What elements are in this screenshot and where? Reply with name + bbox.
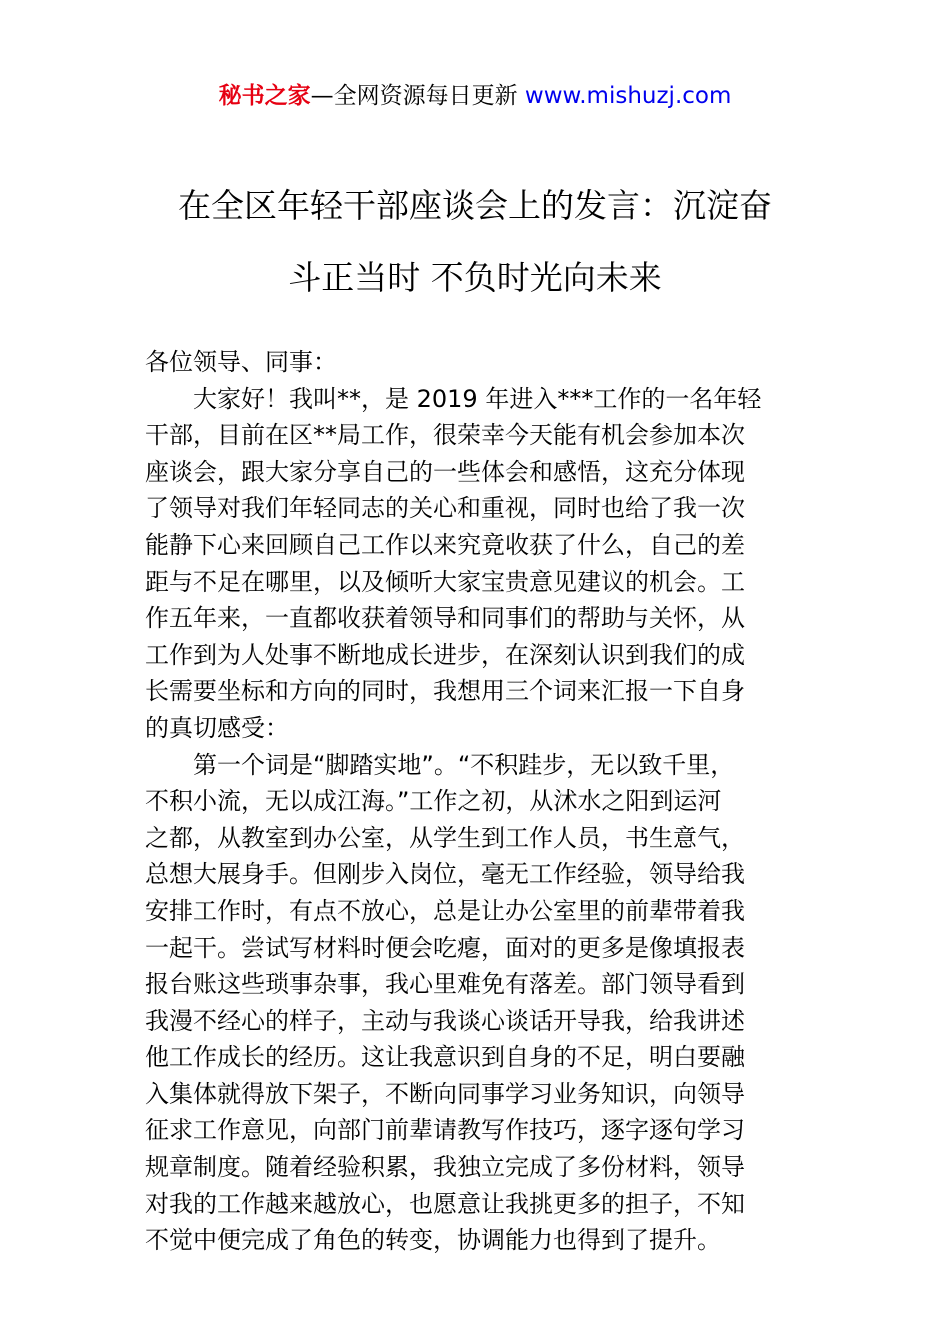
paragraph-line: 他工作成长的经历。这让我意识到自身的不足，明白要融	[145, 1043, 745, 1072]
paragraph-line: 之都，从教室到办公室，从学生到工作人员，书生意气，	[145, 823, 745, 852]
paragraph-line: 总想大展身手。但刚步入岗位，毫无工作经验，领导给我	[145, 860, 745, 889]
paragraph-line: 第一个词是“脚踏实地”。“不积跬步，无以致千里，	[193, 750, 735, 779]
paragraph-line: 一起干。尝试写材料时便会吃瘪，面对的更多是像填报表	[145, 933, 745, 962]
salutation-text: 各位领导、同事：	[145, 348, 337, 376]
paragraph-line: 大家好！我叫**，是 2019 年进入***工作的一名年轻	[193, 384, 762, 413]
paragraph-line: 不觉中便完成了角色的转变，协调能力也得到了提升。	[145, 1226, 721, 1255]
title-line: 斗正当时 不负时光向未来	[288, 258, 662, 297]
document-body	[145, 344, 807, 1259]
paragraph-line: 工作到为人处事不断地成长进步，在深刻认识到我们的成	[145, 640, 745, 669]
paragraph-line: 长需要坐标和方向的同时，我想用三个词来汇报一下自身	[145, 677, 745, 706]
site-header	[0, 80, 950, 112]
paragraph-line: 我漫不经心的样子，主动与我谈心谈话开导我，给我讲述	[145, 1006, 745, 1035]
brand-name: 秘书之家	[218, 83, 311, 109]
paragraph-line: 了领导对我们年轻同志的关心和重视，同时也给了我一次	[145, 494, 745, 523]
site-link[interactable]: www.mishuzj.com	[524, 83, 732, 109]
paragraph-line: 安排工作时，有点不放心，总是让办公室里的前辈带着我	[145, 896, 745, 925]
paragraph-line: 的真切感受：	[145, 713, 289, 742]
document-title	[120, 170, 830, 314]
paragraph-1	[145, 381, 807, 747]
title-line: 在全区年轻干部座谈会上的发言：沉淀奋	[178, 186, 772, 225]
paragraph-line: 征求工作意见，向部门前辈请教写作技巧，逐字逐句学习	[145, 1116, 745, 1145]
paragraph-line: 入集体就得放下架子，不断向同事学习业务知识，向领导	[145, 1079, 745, 1108]
paragraph-line: 不积小流，无以成江海。”工作之初，从沭水之阳到运河	[145, 787, 722, 816]
header-tagline: —全网资源每日更新	[310, 83, 518, 109]
paragraph-line: 座谈会，跟大家分享自己的一些体会和感悟，这充分体现	[145, 457, 745, 486]
paragraph-2	[145, 747, 807, 1259]
paragraph-line: 规章制度。随着经验积累，我独立完成了多份材料，领导	[145, 1153, 745, 1182]
paragraph-line: 干部，目前在区**局工作，很荣幸今天能有机会参加本次	[145, 421, 745, 450]
paragraph-line: 报台账这些琐事杂事，我心里难免有落差。部门领导看到	[145, 970, 745, 999]
salutation	[145, 344, 807, 381]
paragraph-line: 作五年来，一直都收获着领导和同事们的帮助与关怀，从	[145, 604, 745, 633]
paragraph-line: 对我的工作越来越放心，也愿意让我挑更多的担子，不知	[145, 1189, 745, 1218]
paragraph-line: 距与不足在哪里，以及倾听大家宝贵意见建议的机会。工	[145, 567, 745, 596]
paragraph-line: 能静下心来回顾自己工作以来究竟收获了什么，自己的差	[145, 530, 745, 559]
